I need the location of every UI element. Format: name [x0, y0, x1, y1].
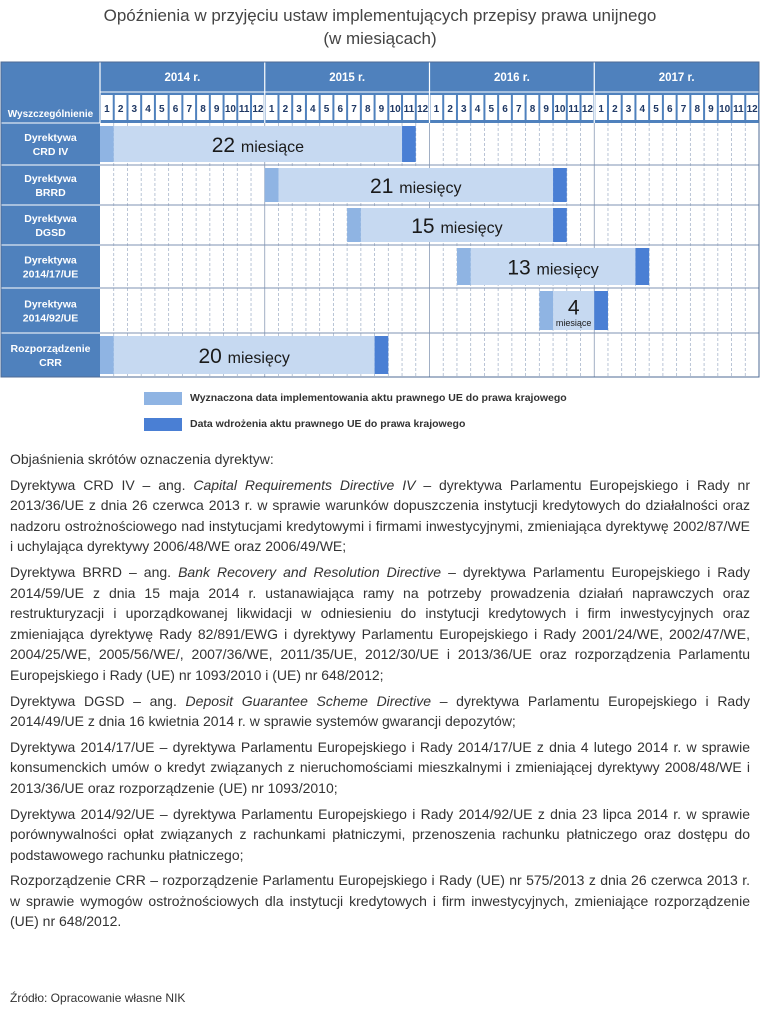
month-label: 10	[389, 104, 401, 115]
delay-unit: miesięcy	[536, 261, 599, 279]
month-label: 6	[666, 104, 673, 115]
delay-unit: miesięcy	[440, 220, 503, 237]
row-label-cell	[1, 165, 100, 205]
note-crr: Rozporządzenie CRR – rozporządzenie Parlamentu Europejskiego i Rady (UE) nr 575/2013 z dnia 26 czerwca 2013 r. w sprawie wymogów ostrożnościowych dla instytucji kredytowych i firm inwestycyjnych, zmieniające rozporządzenie (UE) nr 648/2012.	[10, 872, 750, 930]
month-label: 10	[224, 104, 236, 115]
implementation-marker	[553, 208, 567, 242]
notes-section	[10, 449, 750, 937]
month-label: 10	[719, 104, 731, 115]
chart-title-line2: (w miesiącach)	[323, 29, 437, 48]
delay-value: 20	[198, 345, 228, 368]
row-label-line2: BRRD	[35, 187, 66, 199]
implementation-marker	[402, 126, 416, 162]
month-label: 5	[653, 104, 659, 115]
month-label: 12	[252, 104, 264, 115]
delay-value: 13	[507, 256, 537, 280]
notes-heading: Objaśnienia skrótów oznaczenia dyrektyw:	[10, 451, 274, 467]
legend-swatch-implemented	[144, 418, 182, 431]
delay-value: 4	[567, 296, 580, 320]
row-label-line1: Rozporządzenie	[10, 343, 91, 355]
month-label: 8	[364, 104, 371, 115]
month-label: 5	[488, 104, 495, 115]
month-label: 8	[200, 104, 206, 115]
month-label: 5	[159, 104, 165, 115]
month-label: 10	[554, 104, 566, 115]
month-label: 3	[131, 104, 138, 115]
delay-unit: miesięcy	[227, 350, 290, 367]
gantt-chart	[0, 61, 760, 381]
month-label: 2	[282, 104, 289, 115]
note-dgsd: Dyrektywa DGSD – ang. Deposit Guarantee Scheme Directive – dyrektywa Parlamentu Europejskiego i Rady 2014/49/UE z dnia 16 kwietnia 2014 r. w sprawie systemów gwarancji depozytów;	[10, 692, 751, 730]
chart-title	[0, 4, 760, 50]
month-label: 9	[213, 104, 220, 115]
delay-unit: miesiące	[240, 139, 305, 156]
row-label-cell	[1, 333, 100, 377]
delay-value: 22	[211, 134, 241, 157]
delay-unit: miesięcy	[399, 180, 462, 197]
row-label-line2: CRD IV	[32, 146, 69, 158]
month-label: 8	[529, 104, 536, 115]
note-2014-92-ue: Dyrektywa 2014/92/UE – dyrektywa Parlamentu Europejskiego i Rady 2014/92/UE z dnia 23 lipca 2014 r. w sprawie porównywalności opłat związanych z rachunkami płatniczymi, przenoszenia rachunku płatniczego oraz dostępu do podstawowego rachunku płatniczego;	[10, 805, 750, 863]
month-label: 8	[694, 104, 700, 115]
row-label-line2: CRR	[39, 357, 62, 369]
legend-label-implemented: Data wdrożenia aktu prawnego UE do prawa krajowego	[190, 418, 466, 430]
month-label: 3	[625, 104, 632, 115]
implementation-marker	[594, 291, 608, 330]
row-label-line1: Dyrektywa	[24, 254, 77, 267]
month-label: 6	[172, 104, 179, 115]
month-label: 12	[746, 104, 758, 115]
delay-unit: miesiące	[555, 318, 592, 328]
delay-value: 15	[411, 215, 441, 238]
month-label: 2	[612, 104, 618, 115]
row-label-cell	[1, 245, 100, 288]
delay-value: 21	[370, 175, 400, 198]
month-label: 1	[104, 104, 110, 115]
source-note: Źródło: Opracowanie własne NIK	[10, 991, 186, 1005]
row-header-label: Wyszczególnienie	[7, 109, 94, 120]
chart-title-line1: Opóźnienia w przyjęciu ustaw implementujących przepisy prawa unijnego	[103, 6, 657, 25]
month-label: 11	[238, 104, 250, 115]
month-label: 4	[310, 104, 316, 115]
row-label-cell	[1, 123, 100, 165]
month-label: 11	[403, 104, 415, 115]
month-label: 1	[433, 104, 440, 115]
year-label: 2014 r.	[164, 72, 201, 84]
deadline-marker	[457, 248, 471, 285]
month-label: 4	[639, 104, 646, 115]
month-label: 7	[515, 104, 522, 115]
month-label: 5	[323, 104, 330, 115]
month-label: 2	[117, 104, 124, 115]
month-label: 3	[461, 104, 467, 115]
month-label: 9	[708, 104, 714, 115]
row-label-line2: DGSD	[35, 227, 66, 239]
month-label: 1	[268, 104, 275, 115]
month-label: 9	[378, 104, 385, 115]
year-label: 2015 r.	[329, 72, 366, 84]
note-brrd: Dyrektywa BRRD – ang. Bank Recovery and Resolution Directive – dyrektywa Parlamentu Europejskiego i Rady 2014/59/UE z dnia 15 maja 2014 r. ustanawiająca ramy na potrzeby prowadzenia działań naprawczych oraz restrukturyzacji i uporządkowanej likwidacji w odniesieniu do instytucji kredytowych i firm inwestycyjnych oraz zmieniająca dyrektywę Rady 82/891/EWG i dyrektywy Parlamentu Europejskiego i Rady 2001/24/WE, 2002/47/WE, 2004/25/WE, 2005/56/WE/, 2007/36/WE, 2011/35/UE, 2012/30/UE i 2013/36/UE oraz rozporządzenia Parlamentu Europejskiego i Rady (UE) nr 1093/2010 i (UE) nr 648/2012;	[10, 563, 750, 683]
deadline-marker	[100, 336, 114, 374]
month-label: 6	[502, 104, 508, 115]
month-label: 11	[568, 104, 579, 115]
month-label: 12	[417, 104, 429, 115]
implementation-marker	[553, 168, 567, 202]
year-label: 2017 r.	[658, 72, 695, 84]
month-label: 4	[474, 104, 481, 115]
implementation-marker	[375, 336, 389, 374]
month-label: 7	[680, 104, 687, 115]
month-label: 7	[186, 104, 193, 115]
row-label-cell	[1, 288, 100, 333]
row-label-line1: Dyrektywa	[24, 213, 77, 225]
month-label: 2	[447, 104, 453, 115]
row-label-line1: Dyrektywa	[24, 298, 77, 311]
year-label: 2016 r.	[493, 72, 530, 84]
month-label: 9	[543, 104, 549, 115]
month-label: 4	[145, 104, 151, 115]
row-label-line1: Dyrektywa	[24, 173, 77, 185]
deadline-marker	[100, 126, 114, 162]
deadline-marker	[539, 291, 553, 330]
row-label-cell	[1, 205, 100, 245]
row-label-line1: Dyrektywa	[24, 132, 77, 144]
legend-swatch-deadline	[144, 392, 182, 405]
month-label: 11	[733, 104, 744, 115]
note-2014-17-ue: Dyrektywa 2014/17/UE – dyrektywa Parlamentu Europejskiego i Rady 2014/17/UE z dnia 4 lutego 2014 r. w sprawie konsumenckich umów o kredyt związanych z nieruchomościami mieszkalnymi i zmieniającej dyrektywy 2008/48/WE i 2013/36/UE oraz rozporządzenie (UE) nr 1093/2010;	[10, 738, 750, 796]
note-crd-iv: Dyrektywa CRD IV – ang. Capital Requirements Directive IV – dyrektywa Parlamentu Europejskiego i Rady nr 2013/36/UE z dnia 26 czerwca 2013 r. w sprawie warunków dopuszczenia instytucji kredytowych do działalności oraz nadzoru ostrożnościowego nad instytucjami kredytowymi i firmami inwestycyjnymi, zmieniająca dyrektywę 2002/87/WE i uchylająca dyrektywy 2006/48/WE oraz 2006/49/WE;	[10, 476, 751, 555]
month-label: 12	[581, 104, 593, 115]
legend-label-deadline: Wyznaczona data implementowania aktu prawnego UE do prawa krajowego	[190, 392, 567, 404]
month-label: 1	[598, 104, 604, 115]
row-label-line2: 2014/17/UE	[22, 268, 79, 281]
implementation-marker	[635, 248, 649, 285]
row-label-line2: 2014/92/UE	[22, 312, 79, 325]
month-label: 6	[337, 104, 344, 115]
month-label: 7	[351, 104, 357, 115]
month-label: 3	[296, 104, 302, 115]
deadline-marker	[265, 168, 279, 202]
deadline-marker	[347, 208, 361, 242]
